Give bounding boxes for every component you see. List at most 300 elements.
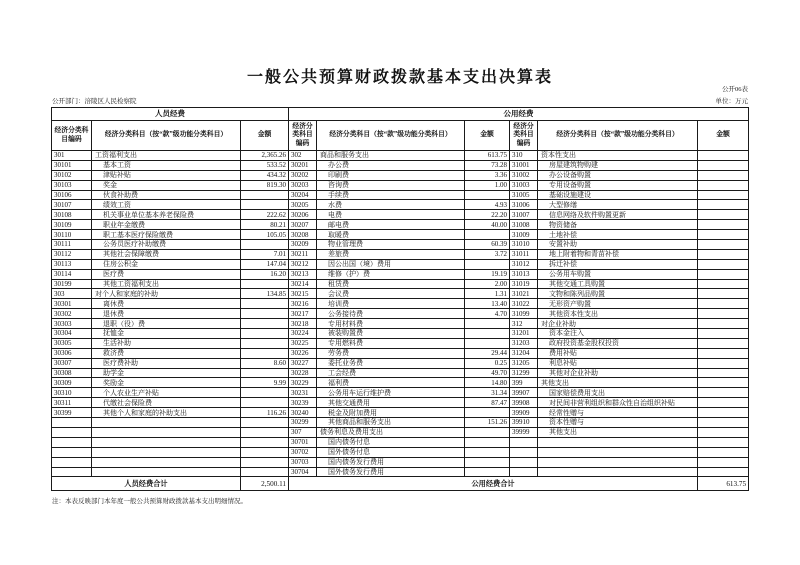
subject-cell: 退职（役）费 [92,319,241,329]
table-row [52,378,749,388]
code-cell: 30205 [289,200,317,210]
code-cell: 30109 [52,220,92,230]
code-cell: 39910 [510,418,538,428]
code-cell: 30218 [289,319,317,329]
amount-cell [698,230,749,240]
col-header-code: 经济分类科目编码 [289,121,317,151]
table-row [52,457,749,467]
code-cell: 30309 [52,378,92,388]
amount-cell: 87.47 [465,398,510,408]
amount-cell [698,289,749,299]
code-cell: 31204 [510,348,538,358]
table-row [52,398,749,408]
table-row [52,240,749,250]
code-cell: 303 [52,289,92,299]
subject-cell: 利息补贴 [538,358,698,368]
code-cell: 30111 [52,240,92,250]
code-cell: 30113 [52,259,92,269]
code-cell [52,427,92,437]
subject-cell: 差旅费 [317,249,465,259]
code-cell: 30229 [289,378,317,388]
amount-cell: 40.00 [465,220,510,230]
code-cell: 30228 [289,368,317,378]
subject-cell: 津贴补贴 [92,170,241,180]
code-cell: 307 [289,427,317,437]
subject-cell: 代缴社会保险费 [92,398,241,408]
subject-cell: 物资储备 [538,220,698,230]
amount-cell [241,309,289,319]
amount-cell: 134.85 [241,289,289,299]
form-number: 公开06表 [722,86,748,93]
code-cell: 39999 [510,427,538,437]
amount-cell [241,457,289,467]
amount-cell [698,457,749,467]
code-cell: 30304 [52,329,92,339]
col-header-code: 经济分类科目编码 [52,121,92,151]
amount-cell: 80.21 [241,220,289,230]
code-cell: 39907 [510,388,538,398]
code-cell [510,457,538,467]
table-row [52,447,749,457]
amount-cell [698,269,749,279]
subject-cell: 资本性支出 [538,151,698,161]
code-cell: 30212 [289,259,317,269]
subject-cell [92,418,241,428]
table-row [52,210,749,220]
amount-cell [241,319,289,329]
code-cell: 30213 [289,269,317,279]
amount-cell: 222.62 [241,210,289,220]
amount-cell: 13.40 [465,299,510,309]
subject-cell [92,427,241,437]
table-row [52,160,749,170]
amount-cell [698,210,749,220]
amount-cell [698,447,749,457]
code-cell: 30101 [52,160,92,170]
code-cell: 30306 [52,348,92,358]
subject-cell: 其他个人和家庭的补助支出 [92,408,241,418]
subject-cell: 个人农业生产补贴 [92,388,241,398]
col-header-code: 经济分类科目编码 [510,121,538,151]
amount-cell [698,398,749,408]
subject-cell: 资本性赠与 [538,418,698,428]
group-header-personnel: 人员经费 [52,108,289,121]
subject-cell: 会议费 [317,289,465,299]
subject-cell: 基础设施建设 [538,190,698,200]
code-cell: 30216 [289,299,317,309]
code-cell: 30201 [289,160,317,170]
subject-cell: 物业管理费 [317,240,465,250]
amount-cell [698,249,749,259]
code-cell: 30299 [289,418,317,428]
subject-cell: 办公设备购置 [538,170,698,180]
subject-cell: 绩效工资 [92,200,241,210]
code-cell: 31099 [510,309,538,319]
amount-cell: 0.25 [465,358,510,368]
subject-cell: 培训费 [317,299,465,309]
code-cell: 301 [52,151,92,161]
amount-cell: 8.60 [241,358,289,368]
amount-cell: 819.30 [241,180,289,190]
code-cell: 30701 [289,437,317,447]
code-cell: 30704 [289,467,317,477]
code-cell: 30107 [52,200,92,210]
code-cell: 30108 [52,210,92,220]
subject-cell: 取暖费 [317,230,465,240]
table-row [52,230,749,240]
code-cell: 31012 [510,259,538,269]
code-cell: 30303 [52,319,92,329]
subject-cell: 工资福利支出 [92,151,241,161]
amount-cell [698,378,749,388]
code-cell [510,467,538,477]
subject-cell: 费用补贴 [538,348,698,358]
table-row [52,151,749,161]
table-row [52,348,749,358]
table-row [52,329,749,339]
amount-cell: 116.26 [241,408,289,418]
table-row [52,200,749,210]
amount-cell [241,467,289,477]
table-row [52,408,749,418]
table-row [52,338,749,348]
amount-cell: 434.32 [241,170,289,180]
amount-cell [465,437,510,447]
code-cell: 30207 [289,220,317,230]
amount-cell: 613.75 [465,151,510,161]
code-cell: 30308 [52,368,92,378]
subject-cell: 土地补偿 [538,230,698,240]
amount-cell [465,467,510,477]
amount-cell: 9.99 [241,378,289,388]
meta-row [52,96,748,105]
code-cell: 30239 [289,398,317,408]
subject-cell [538,457,698,467]
code-cell: 302 [289,151,317,161]
column-header-row [52,121,749,151]
subject-cell: 专用材料费 [317,319,465,329]
amount-cell [241,447,289,457]
code-cell: 31019 [510,279,538,289]
code-cell: 31203 [510,338,538,348]
amount-cell [698,329,749,339]
table-row [52,418,749,428]
amount-cell: 105.05 [241,230,289,240]
code-cell: 30302 [52,309,92,319]
subject-cell: 因公出国（境）费用 [317,259,465,269]
subject-cell [92,467,241,477]
code-cell: 30311 [52,398,92,408]
code-cell: 30226 [289,348,317,358]
subject-cell: 无形资产购置 [538,299,698,309]
table-row [52,388,749,398]
subject-cell: 医疗费补助 [92,358,241,368]
col-header-subject: 经济分类科目（按“款”级功能分类科目） [538,121,698,151]
group-header-row [52,108,749,121]
subject-cell: 公务用车运行维护费 [317,388,465,398]
subject-cell: 公务员医疗补助缴费 [92,240,241,250]
subject-cell: 大型修缮 [538,200,698,210]
code-cell: 30240 [289,408,317,418]
subject-cell: 国外债务发行费用 [317,467,465,477]
subject-cell: 维修（护）费 [317,269,465,279]
subject-cell [538,467,698,477]
amount-cell [698,319,749,329]
code-cell: 399 [510,378,538,388]
subject-cell: 其他商品和服务支出 [317,418,465,428]
subject-cell: 劳务费 [317,348,465,358]
code-cell: 310 [510,151,538,161]
subject-cell: 医疗费 [92,269,241,279]
subject-cell: 对个人和家庭的补助 [92,289,241,299]
subject-cell: 伙食补助费 [92,190,241,200]
table-row [52,319,749,329]
amount-cell: 16.20 [241,269,289,279]
amount-cell [241,368,289,378]
code-cell [52,467,92,477]
subject-cell: 水费 [317,200,465,210]
subject-cell: 债务利息及费用支出 [317,427,465,437]
subject-cell: 住房公积金 [92,259,241,269]
code-cell: 30204 [289,190,317,200]
code-cell: 30199 [52,279,92,289]
code-cell: 31013 [510,269,538,279]
col-header-subject: 经济分类科目（按“款”级功能分类科目） [317,121,465,151]
code-cell [52,437,92,447]
amount-cell [241,200,289,210]
code-cell: 312 [510,319,538,329]
amount-cell [241,398,289,408]
amount-cell [698,309,749,319]
subject-cell [538,437,698,447]
amount-cell [698,200,749,210]
code-cell: 30203 [289,180,317,190]
subject-cell: 地上附着物和青苗补偿 [538,249,698,259]
code-cell: 30215 [289,289,317,299]
amount-cell [465,329,510,339]
code-cell: 30202 [289,170,317,180]
amount-cell [241,418,289,428]
code-cell: 30217 [289,309,317,319]
personnel-total-amount: 2,500.11 [241,477,289,491]
code-cell: 31010 [510,240,538,250]
code-cell: 30301 [52,299,92,309]
subject-cell: 抚恤金 [92,329,241,339]
amount-cell [698,437,749,447]
amount-cell: 147.04 [241,259,289,269]
table-row [52,358,749,368]
subject-cell [538,447,698,457]
subject-cell: 资本金注入 [538,329,698,339]
code-cell [52,457,92,467]
amount-cell [241,240,289,250]
subject-cell: 离休费 [92,299,241,309]
amount-cell: 4.93 [465,200,510,210]
code-cell: 31009 [510,230,538,240]
table-row [52,368,749,378]
amount-cell: 60.39 [465,240,510,250]
amount-cell [465,447,510,457]
code-cell: 30102 [52,170,92,180]
code-cell: 31006 [510,200,538,210]
subject-cell: 电费 [317,210,465,220]
code-cell: 31008 [510,220,538,230]
amount-cell: 1.00 [465,180,510,190]
group-header-public: 公用经费 [289,108,749,121]
code-cell: 30307 [52,358,92,368]
amount-cell [241,299,289,309]
table-body [52,151,749,477]
amount-cell: 4.70 [465,309,510,319]
table-row [52,299,749,309]
code-cell: 30225 [289,338,317,348]
code-cell: 30399 [52,408,92,418]
subject-cell [92,457,241,467]
amount-cell [465,259,510,269]
code-cell: 31205 [510,358,538,368]
code-cell: 31002 [510,170,538,180]
subject-cell: 政府投资基金股权投资 [538,338,698,348]
table-row [52,467,749,477]
code-cell: 30305 [52,338,92,348]
code-cell: 30231 [289,388,317,398]
amount-cell [241,437,289,447]
table-row [52,180,749,190]
amount-cell [698,279,749,289]
amount-cell [698,368,749,378]
subject-cell: 拆迁补偿 [538,259,698,269]
code-cell [510,447,538,457]
code-cell: 30206 [289,210,317,220]
subject-cell: 信息网络及软件购置更新 [538,210,698,220]
amount-cell [698,358,749,368]
code-cell: 30112 [52,249,92,259]
amount-cell [465,190,510,200]
subject-cell: 国内债务付息 [317,437,465,447]
amount-cell [698,418,749,428]
amount-cell [465,338,510,348]
amount-cell: 151.26 [465,418,510,428]
subject-cell: 救济费 [92,348,241,358]
subject-cell: 商品和服务支出 [317,151,465,161]
code-cell: 31003 [510,180,538,190]
subject-cell: 对企业补助 [538,319,698,329]
table-row [52,427,749,437]
code-cell [510,437,538,447]
amount-cell [465,230,510,240]
subject-cell: 专用燃料费 [317,338,465,348]
subject-cell [92,447,241,457]
amount-cell [241,190,289,200]
subject-cell: 国家赔偿费用支出 [538,388,698,398]
amount-cell [465,408,510,418]
code-cell: 30208 [289,230,317,240]
subject-cell: 其他资本性支出 [538,309,698,319]
subject-cell [92,437,241,447]
table-row [52,249,749,259]
amount-cell: 2.00 [465,279,510,289]
code-cell: 30110 [52,230,92,240]
amount-cell [698,180,749,190]
subject-cell: 手续费 [317,190,465,200]
subject-cell: 文物和陈列品购置 [538,289,698,299]
table-row [52,437,749,447]
amount-cell [241,338,289,348]
subject-cell: 其他交通工具购置 [538,279,698,289]
subject-cell: 退休费 [92,309,241,319]
subject-cell: 咨询费 [317,180,465,190]
col-header-amount: 金额 [465,121,510,151]
code-cell: 30703 [289,457,317,467]
total-row [52,477,749,491]
subject-cell: 办公费 [317,160,465,170]
code-cell: 30211 [289,249,317,259]
col-header-amount: 金额 [241,121,289,151]
code-cell: 39908 [510,398,538,408]
personnel-total-label: 人员经费合计 [52,477,241,491]
table-row [52,309,749,319]
code-cell: 30214 [289,279,317,289]
subject-cell: 房屋建筑物购建 [538,160,698,170]
amount-cell [241,388,289,398]
code-cell: 31201 [510,329,538,339]
code-cell: 30103 [52,180,92,190]
amount-cell [698,427,749,437]
amount-cell [698,151,749,161]
subject-cell: 对民间非营利组织和群众性自治组织补贴 [538,398,698,408]
subject-cell: 其他对企业补助 [538,368,698,378]
code-cell [52,418,92,428]
amount-cell: 49.70 [465,368,510,378]
code-cell: 30106 [52,190,92,200]
code-cell [52,447,92,457]
unit-label: 单位：万元 [715,98,748,105]
amount-cell [465,319,510,329]
table-row [52,170,749,180]
amount-cell: 2,365.26 [241,151,289,161]
amount-cell: 7.01 [241,249,289,259]
code-cell: 30227 [289,358,317,368]
subject-cell: 其他支出 [538,427,698,437]
subject-cell: 其他工资福利支出 [92,279,241,289]
amount-cell [698,338,749,348]
amount-cell: 3.72 [465,249,510,259]
code-cell: 30114 [52,269,92,279]
subject-cell: 福利费 [317,378,465,388]
page-title: 一般公共预算财政拨款基本支出决算表 [246,69,553,86]
subject-cell: 其他交通费用 [317,398,465,408]
code-cell: 30702 [289,447,317,457]
code-cell: 39909 [510,408,538,418]
amount-cell [698,220,749,230]
table-row [52,259,749,269]
code-cell: 31299 [510,368,538,378]
subject-cell: 奖励金 [92,378,241,388]
code-cell: 31011 [510,249,538,259]
code-cell: 31005 [510,190,538,200]
table-row [52,190,749,200]
amount-cell [241,279,289,289]
subject-cell: 经常性赠与 [538,408,698,418]
subject-cell: 生活补助 [92,338,241,348]
amount-cell: 1.31 [465,289,510,299]
code-cell: 30224 [289,329,317,339]
subject-cell: 机关事业单位基本养老保险费 [92,210,241,220]
amount-cell: 14.80 [465,378,510,388]
table-row [52,269,749,279]
amount-cell [698,259,749,269]
amount-cell: 29.44 [465,348,510,358]
